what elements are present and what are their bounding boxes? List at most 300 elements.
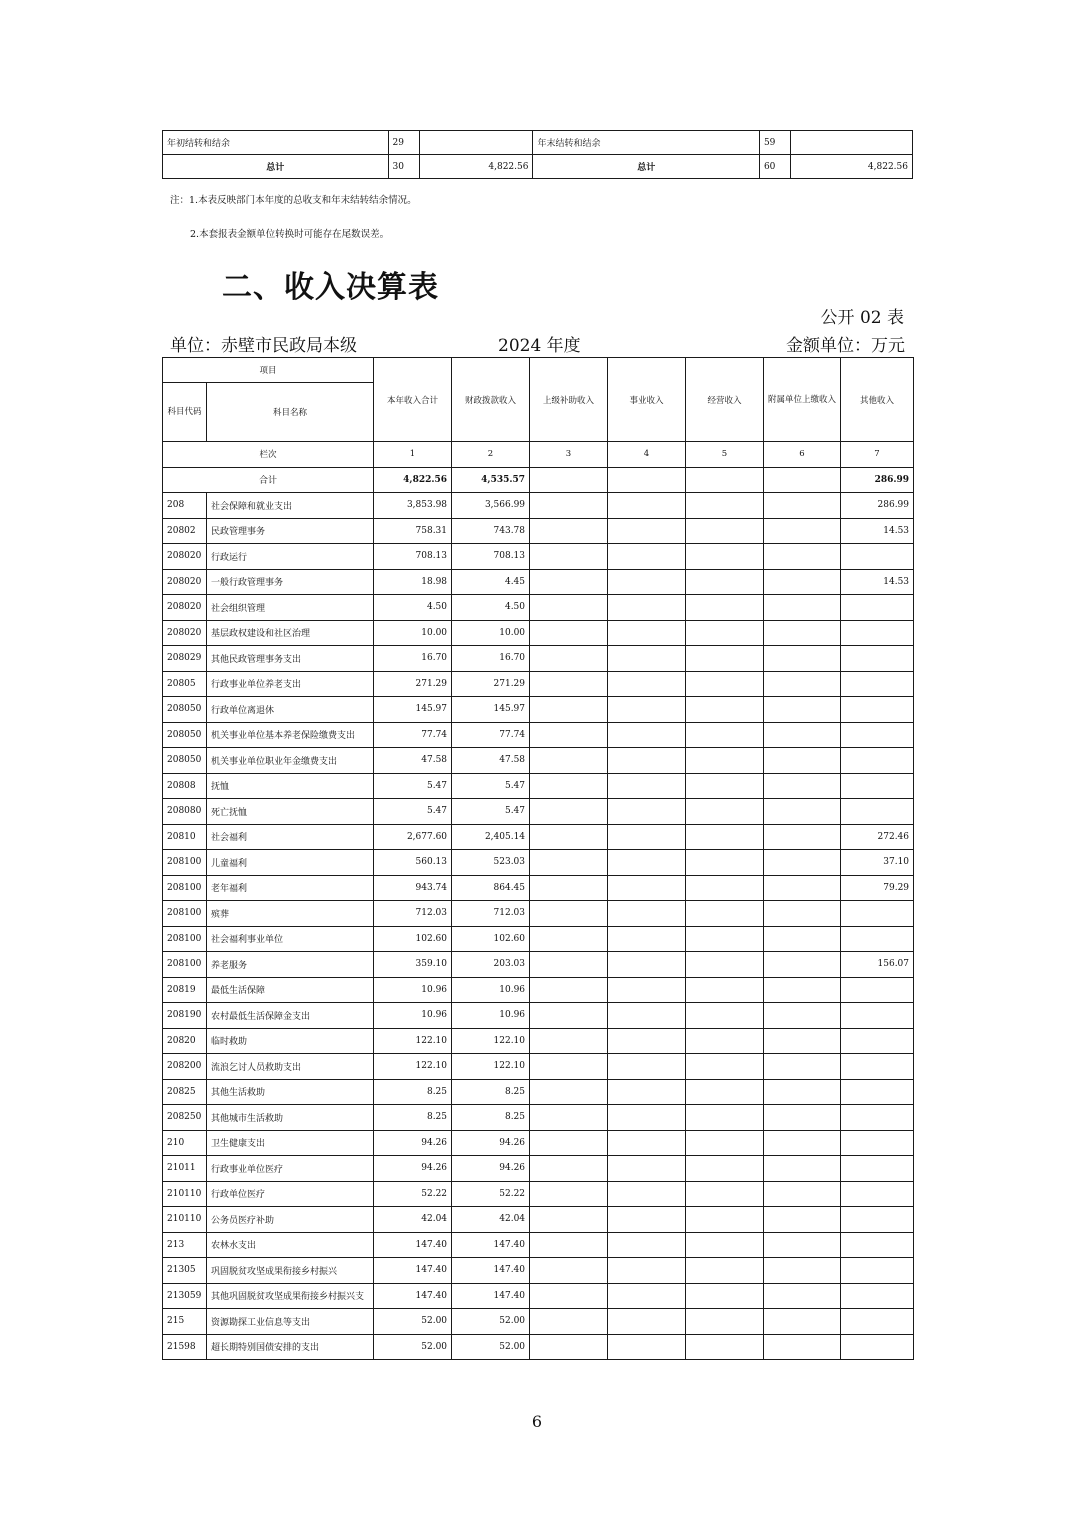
amount-cell: 4.50 xyxy=(374,595,452,621)
amount-cell xyxy=(530,952,608,978)
col-index-cell: 7 xyxy=(841,442,914,468)
amount-cell xyxy=(686,544,764,570)
amount-cell xyxy=(764,875,841,901)
table-row xyxy=(163,493,914,519)
amount-cell xyxy=(530,1079,608,1105)
amount-cell xyxy=(764,1207,841,1233)
amount-cell: 523.03 xyxy=(452,850,530,876)
amount-cell xyxy=(608,595,686,621)
amount-cell xyxy=(530,1003,608,1029)
subject-name: 养老服务 xyxy=(207,952,374,978)
amount-cell: 286.99 xyxy=(841,493,914,519)
amount-cell: 864.45 xyxy=(452,875,530,901)
amount-cell: 10.96 xyxy=(374,977,452,1003)
amount-cell xyxy=(841,1003,914,1029)
amount-cell xyxy=(764,1105,841,1131)
amount-cell xyxy=(608,620,686,646)
subject-code: 20805 xyxy=(163,671,207,697)
amount-cell xyxy=(841,901,914,927)
income-table xyxy=(162,357,914,1360)
amount-cell xyxy=(608,773,686,799)
amount-cell xyxy=(686,646,764,672)
form-number: 公开 02 表 xyxy=(820,308,904,328)
amount-cell xyxy=(764,977,841,1003)
subject-name: 超长期特别国债安排的支出 xyxy=(207,1334,374,1360)
subject-name: 行政单位医疗 xyxy=(207,1181,374,1207)
table-row xyxy=(163,952,914,978)
subject-name: 社会福利事业单位 xyxy=(207,926,374,952)
amount-cell: 147.40 xyxy=(374,1283,452,1309)
amount-cell: 272.46 xyxy=(841,824,914,850)
amount-cell xyxy=(841,1232,914,1258)
table-row xyxy=(163,773,914,799)
amount-cell: 122.10 xyxy=(374,1028,452,1054)
amount-cell xyxy=(764,1181,841,1207)
total-cell: 4,535.57 xyxy=(452,467,530,493)
header-project: 项目 xyxy=(163,358,374,383)
amount-cell: 359.10 xyxy=(374,952,452,978)
amount-cell xyxy=(764,569,841,595)
amount-cell: 102.60 xyxy=(374,926,452,952)
subject-code: 21305 xyxy=(163,1258,207,1284)
amount-cell: 52.00 xyxy=(374,1309,452,1335)
amount-cell: 3,853.98 xyxy=(374,493,452,519)
amount-cell xyxy=(686,799,764,825)
amount-cell xyxy=(841,1130,914,1156)
amount-cell: 743.78 xyxy=(452,518,530,544)
amount-cell: 271.29 xyxy=(452,671,530,697)
subject-name: 社会组织管理 xyxy=(207,595,374,621)
table-row xyxy=(163,901,914,927)
subject-name: 基层政权建设和社区治理 xyxy=(207,620,374,646)
amount-cell xyxy=(764,1309,841,1335)
amount-cell xyxy=(764,1232,841,1258)
amount-cell: 271.29 xyxy=(374,671,452,697)
amount-cell: 5.47 xyxy=(452,773,530,799)
amount-cell xyxy=(686,620,764,646)
amount-cell: 147.40 xyxy=(374,1258,452,1284)
amount-cell: 122.10 xyxy=(452,1028,530,1054)
amount-cell xyxy=(764,1283,841,1309)
amount-cell: 5.47 xyxy=(452,799,530,825)
amount-cell: 712.03 xyxy=(452,901,530,927)
subject-name: 流浪乞讨人员救助支出 xyxy=(207,1054,374,1080)
table-row xyxy=(163,1079,914,1105)
amount-cell: 5.47 xyxy=(374,799,452,825)
amount-cell: 94.26 xyxy=(374,1156,452,1182)
amount-cell: 203.03 xyxy=(452,952,530,978)
subject-code: 213 xyxy=(163,1232,207,1258)
subject-name: 殡葬 xyxy=(207,901,374,927)
header-col-4: 事业收入 xyxy=(608,358,686,442)
amount-cell xyxy=(686,1156,764,1182)
amount-cell xyxy=(764,901,841,927)
amount-cell xyxy=(608,518,686,544)
subject-code: 208190 xyxy=(163,1003,207,1029)
amount-cell: 14.53 xyxy=(841,569,914,595)
amount-cell xyxy=(686,595,764,621)
amount-cell xyxy=(841,1054,914,1080)
amount-cell xyxy=(841,595,914,621)
amount-cell xyxy=(608,1309,686,1335)
subject-code: 20808 xyxy=(163,773,207,799)
amount-cell: 8.25 xyxy=(374,1079,452,1105)
subject-name: 抚恤 xyxy=(207,773,374,799)
subject-name: 临时救助 xyxy=(207,1028,374,1054)
amount-cell: 18.98 xyxy=(374,569,452,595)
amount-cell xyxy=(530,1283,608,1309)
table-row xyxy=(163,850,914,876)
subject-code: 210 xyxy=(163,1130,207,1156)
table-row xyxy=(163,977,914,1003)
amount-cell xyxy=(608,1028,686,1054)
amount-cell xyxy=(841,773,914,799)
amount-cell xyxy=(686,1054,764,1080)
amount-cell xyxy=(841,1079,914,1105)
amount-cell xyxy=(764,1079,841,1105)
table-row xyxy=(163,1156,914,1182)
amount-cell xyxy=(841,926,914,952)
amount-cell xyxy=(686,901,764,927)
amount-cell: 2,405.14 xyxy=(452,824,530,850)
summary-left-value xyxy=(419,131,533,155)
amount-cell: 122.10 xyxy=(452,1054,530,1080)
amount-cell xyxy=(841,1334,914,1360)
subject-code: 208020 xyxy=(163,595,207,621)
table-row xyxy=(163,722,914,748)
amount-cell xyxy=(608,901,686,927)
amount-cell xyxy=(608,569,686,595)
amount-cell xyxy=(530,773,608,799)
table-row xyxy=(163,926,914,952)
amount-cell xyxy=(608,1181,686,1207)
summary-right-label: 年末结转和结余 xyxy=(533,131,760,155)
amount-cell xyxy=(530,493,608,519)
table-row xyxy=(163,1258,914,1284)
table-row xyxy=(163,824,914,850)
subject-code: 208020 xyxy=(163,620,207,646)
subject-code: 208050 xyxy=(163,748,207,774)
amount-cell: 42.04 xyxy=(374,1207,452,1233)
amount-cell xyxy=(608,952,686,978)
amount-cell xyxy=(841,620,914,646)
amount-cell: 79.29 xyxy=(841,875,914,901)
amount-cell: 147.40 xyxy=(452,1232,530,1258)
table-row xyxy=(163,1054,914,1080)
subject-name: 死亡抚恤 xyxy=(207,799,374,825)
amount-cell xyxy=(764,518,841,544)
amount-cell xyxy=(686,952,764,978)
amount-cell xyxy=(764,671,841,697)
amount-cell xyxy=(608,1207,686,1233)
subject-name: 其他生活救助 xyxy=(207,1079,374,1105)
amount-cell xyxy=(530,620,608,646)
unit-line xyxy=(170,331,905,355)
header-code: 科目代码 xyxy=(163,383,207,442)
subject-code: 20802 xyxy=(163,518,207,544)
amount-cell: 3,566.99 xyxy=(452,493,530,519)
amount-cell xyxy=(530,1156,608,1182)
unit-label: 单位：赤壁市民政局本级 xyxy=(170,336,357,356)
amount-cell xyxy=(530,875,608,901)
amount-cell xyxy=(530,671,608,697)
amount-cell xyxy=(764,1156,841,1182)
subject-code: 208100 xyxy=(163,901,207,927)
col-index-cell: 1 xyxy=(374,442,452,468)
amount-cell: 147.40 xyxy=(452,1283,530,1309)
amount-cell xyxy=(530,646,608,672)
amount-cell: 94.26 xyxy=(374,1130,452,1156)
amount-cell xyxy=(530,1232,608,1258)
amount-cell xyxy=(686,1028,764,1054)
subject-code: 208050 xyxy=(163,722,207,748)
total-cell xyxy=(764,467,841,493)
table-row xyxy=(163,595,914,621)
subject-name: 机关事业单位基本养老保险缴费支出 xyxy=(207,722,374,748)
amount-cell xyxy=(530,901,608,927)
table-row xyxy=(163,1130,914,1156)
amount-cell: 8.25 xyxy=(452,1105,530,1131)
subject-name: 农村最低生活保障金支出 xyxy=(207,1003,374,1029)
amount-cell xyxy=(608,1130,686,1156)
amount-cell xyxy=(530,1054,608,1080)
amount-cell xyxy=(764,722,841,748)
amount-cell xyxy=(608,875,686,901)
amount-cell xyxy=(764,697,841,723)
amount-cell xyxy=(530,926,608,952)
amount-cell: 102.60 xyxy=(452,926,530,952)
amount-cell xyxy=(686,748,764,774)
subject-name: 农林水支出 xyxy=(207,1232,374,1258)
amount-cell xyxy=(764,926,841,952)
amount-cell xyxy=(608,1156,686,1182)
table-row xyxy=(163,875,914,901)
amount-cell xyxy=(686,1207,764,1233)
subject-name: 行政单位离退休 xyxy=(207,697,374,723)
subject-name: 社会保障和就业支出 xyxy=(207,493,374,519)
amount-cell xyxy=(841,1309,914,1335)
amount-cell xyxy=(764,1003,841,1029)
amount-cell: 14.53 xyxy=(841,518,914,544)
amount-cell xyxy=(686,773,764,799)
amount-cell xyxy=(841,977,914,1003)
amount-cell xyxy=(686,824,764,850)
amount-cell xyxy=(841,671,914,697)
amount-cell xyxy=(764,1130,841,1156)
amount-cell: 2,677.60 xyxy=(374,824,452,850)
amount-cell: 42.04 xyxy=(452,1207,530,1233)
amount-cell xyxy=(764,620,841,646)
amount-cell: 10.00 xyxy=(374,620,452,646)
subject-name: 一般行政管理事务 xyxy=(207,569,374,595)
amount-cell xyxy=(764,952,841,978)
amount-cell xyxy=(608,850,686,876)
summary-right-num: 60 xyxy=(759,155,790,179)
amount-cell xyxy=(686,671,764,697)
subject-name: 其他民政管理事务支出 xyxy=(207,646,374,672)
subject-name: 行政运行 xyxy=(207,544,374,570)
amount-cell xyxy=(608,977,686,1003)
amount-cell: 10.00 xyxy=(452,620,530,646)
amount-cell xyxy=(686,1258,764,1284)
amount-cell xyxy=(686,1232,764,1258)
table-row xyxy=(163,1181,914,1207)
table-row xyxy=(163,748,914,774)
col-index-cell: 2 xyxy=(452,442,530,468)
total-cell: 4,822.56 xyxy=(374,467,452,493)
table-row xyxy=(163,1309,914,1335)
year-label: 2024 年度 xyxy=(498,336,581,356)
amount-cell xyxy=(764,1054,841,1080)
amount-cell xyxy=(608,1258,686,1284)
amount-cell xyxy=(608,748,686,774)
table-row xyxy=(163,1003,914,1029)
amount-cell xyxy=(608,493,686,519)
subject-code: 21598 xyxy=(163,1334,207,1360)
amount-cell xyxy=(764,1258,841,1284)
amount-cell xyxy=(764,773,841,799)
amount-cell xyxy=(530,1028,608,1054)
table-row xyxy=(163,697,914,723)
amount-cell: 8.25 xyxy=(374,1105,452,1131)
amount-cell xyxy=(841,722,914,748)
total-cell xyxy=(608,467,686,493)
amount-cell xyxy=(608,1283,686,1309)
table-row xyxy=(163,1334,914,1360)
amount-cell xyxy=(686,518,764,544)
amount-cell xyxy=(608,1232,686,1258)
amount-cell xyxy=(841,646,914,672)
amount-cell xyxy=(764,544,841,570)
amount-cell xyxy=(608,544,686,570)
subject-name: 社会福利 xyxy=(207,824,374,850)
subject-name: 巩固脱贫攻坚成果衔接乡村振兴 xyxy=(207,1258,374,1284)
amount-cell xyxy=(764,799,841,825)
total-cell xyxy=(686,467,764,493)
amount-cell xyxy=(841,1207,914,1233)
subject-code: 208020 xyxy=(163,544,207,570)
table-row xyxy=(163,1028,914,1054)
page-title: 二、收入决算表 xyxy=(222,270,439,305)
table-row xyxy=(163,671,914,697)
amount-cell xyxy=(530,569,608,595)
amount-cell xyxy=(686,569,764,595)
amount-cell xyxy=(841,1028,914,1054)
table-row xyxy=(163,569,914,595)
amount-cell xyxy=(530,595,608,621)
summary-left-num: 30 xyxy=(388,155,419,179)
amount-cell: 4.50 xyxy=(452,595,530,621)
amount-cell: 8.25 xyxy=(452,1079,530,1105)
subject-code: 21011 xyxy=(163,1156,207,1182)
subject-code: 208020 xyxy=(163,569,207,595)
subject-code: 210110 xyxy=(163,1207,207,1233)
amount-cell: 77.74 xyxy=(452,722,530,748)
amount-cell: 10.96 xyxy=(452,977,530,1003)
amount-cell: 10.96 xyxy=(452,1003,530,1029)
amount-cell: 156.07 xyxy=(841,952,914,978)
total-cell: 286.99 xyxy=(841,467,914,493)
amount-cell xyxy=(530,850,608,876)
amount-cell xyxy=(841,1156,914,1182)
amount-cell: 758.31 xyxy=(374,518,452,544)
table-row xyxy=(163,1207,914,1233)
subject-code: 208029 xyxy=(163,646,207,672)
subject-code: 208080 xyxy=(163,799,207,825)
amount-cell xyxy=(608,1003,686,1029)
amount-cell xyxy=(686,875,764,901)
header-col-7: 其他收入 xyxy=(841,358,914,442)
amount-cell: 145.97 xyxy=(374,697,452,723)
subject-code: 215 xyxy=(163,1309,207,1335)
amount-cell xyxy=(686,1079,764,1105)
summary-table xyxy=(162,130,913,179)
amount-cell: 708.13 xyxy=(452,544,530,570)
amount-cell xyxy=(530,1309,608,1335)
amount-cell xyxy=(764,493,841,519)
amount-cell xyxy=(608,671,686,697)
table-row xyxy=(163,1283,914,1309)
summary-right-value xyxy=(791,131,913,155)
amount-cell: 77.74 xyxy=(374,722,452,748)
summary-right-value: 4,822.56 xyxy=(791,155,913,179)
summary-row xyxy=(163,131,913,155)
amount-cell xyxy=(841,544,914,570)
amount-cell xyxy=(686,1130,764,1156)
amount-cell xyxy=(530,1334,608,1360)
amount-cell xyxy=(686,926,764,952)
amount-cell xyxy=(686,850,764,876)
amount-cell xyxy=(608,646,686,672)
amount-cell xyxy=(608,926,686,952)
amount-cell xyxy=(686,1105,764,1131)
amount-cell xyxy=(608,1079,686,1105)
amount-cell: 16.70 xyxy=(452,646,530,672)
col-index-cell: 6 xyxy=(764,442,841,468)
amount-cell xyxy=(608,1334,686,1360)
amount-cell xyxy=(686,697,764,723)
table-row xyxy=(163,646,914,672)
amount-cell xyxy=(530,824,608,850)
amount-cell: 52.00 xyxy=(452,1334,530,1360)
subject-name: 老年福利 xyxy=(207,875,374,901)
summary-left-num: 29 xyxy=(388,131,419,155)
amount-cell: 147.40 xyxy=(452,1258,530,1284)
subject-code: 208100 xyxy=(163,875,207,901)
total-label: 合计 xyxy=(163,467,374,493)
amount-cell: 4.45 xyxy=(452,569,530,595)
subject-code: 208100 xyxy=(163,952,207,978)
amount-cell xyxy=(686,977,764,1003)
amount-cell xyxy=(530,1207,608,1233)
subject-name: 公务员医疗补助 xyxy=(207,1207,374,1233)
amount-cell xyxy=(764,748,841,774)
amount-cell xyxy=(608,1054,686,1080)
amount-cell: 943.74 xyxy=(374,875,452,901)
amount-cell xyxy=(530,799,608,825)
amount-cell xyxy=(608,824,686,850)
amount-cell xyxy=(608,1105,686,1131)
amount-cell: 712.03 xyxy=(374,901,452,927)
header-col-5: 经营收入 xyxy=(686,358,764,442)
total-cell xyxy=(530,467,608,493)
summary-left-label: 总计 xyxy=(163,155,389,179)
header-col-6: 附属单位上缴收入 xyxy=(764,358,841,442)
amount-cell xyxy=(841,697,914,723)
amount-cell xyxy=(841,799,914,825)
amount-cell xyxy=(764,850,841,876)
amount-cell xyxy=(530,722,608,748)
